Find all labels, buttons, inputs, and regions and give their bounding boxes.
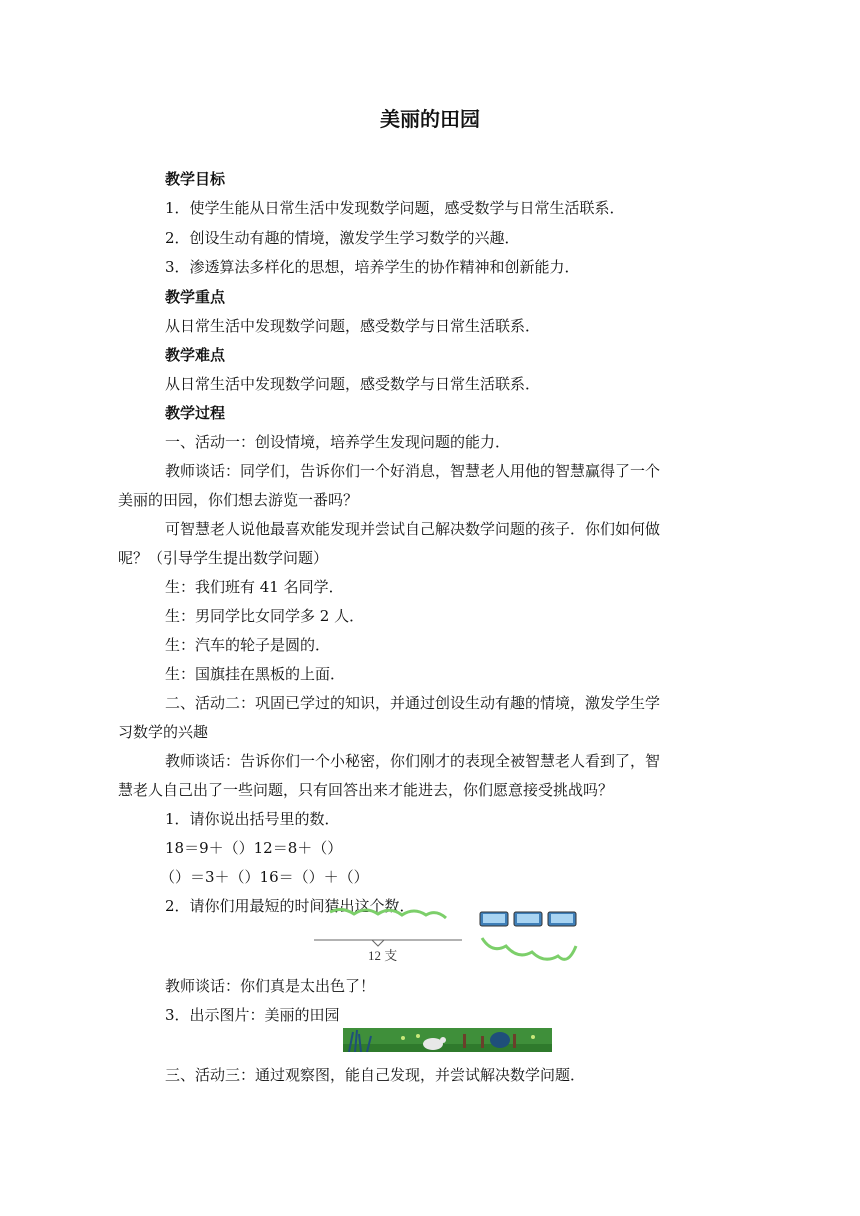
teacher-talk-1a: 教师谈话：同学们，告诉你们一个好消息，智慧老人用他的智慧赢得了一个 (165, 462, 661, 480)
fig1-count-label: 12 支 (368, 948, 398, 963)
teacher-talk-1b: 美丽的田园，你们想去游览一番吗？ (118, 491, 359, 509)
process-heading: 教学过程 (165, 404, 226, 422)
teacher-talk-4: 教师谈话：你们真是太出色了！ (165, 977, 376, 995)
difficulty-heading: 教学难点 (165, 346, 226, 364)
objective-2: 2．创设生动有趣的情境，激发学生学习数学的兴趣． (165, 229, 520, 247)
activity-2a: 二、活动二：巩固已学过的知识，并通过创设生动有趣的情境，激发学生学 (165, 694, 661, 712)
equation-line-2: （）＝3＋（）16＝（）＋（） (160, 868, 369, 886)
question-3: 3．出示图片：美丽的田园 (165, 1006, 340, 1024)
teacher-talk-3a: 教师谈话：告诉你们一个小秘密，你们刚才的表现全被智慧老人看到了，智 (165, 752, 661, 770)
bracket-tick (372, 940, 384, 946)
teacher-talk-2b: 呢？（引导学生提出数学问题） (118, 549, 329, 567)
activity-1: 一、活动一：创设情境，培养学生发现问题的能力． (165, 433, 511, 451)
difficulty-text: 从日常生活中发现数学问题，感受数学与日常生活联系． (165, 375, 541, 393)
student-answer-1: 生：我们班有 41 名同学． (165, 578, 344, 596)
equation-line-1: 18＝9＋（）12＝8＋（） (165, 839, 343, 857)
objective-3: 3．渗透算法多样化的思想，培养学生的协作精神和创新能力． (165, 258, 580, 276)
teacher-talk-3b: 慧老人自己出了一些问题，只有回答出来才能进去，你们愿意接受挑战吗？ (118, 781, 614, 799)
objective-1: 1．使学生能从日常生活中发现数学问题，感受数学与日常生活联系． (165, 199, 625, 217)
activity-3: 三、活动三：通过观察图，能自己发现，并尝试解决数学问题． (165, 1066, 586, 1084)
key-text: 从日常生活中发现数学问题，感受数学与日常生活联系． (165, 317, 541, 335)
guess-number-figure (312, 908, 582, 964)
activity-2b: 习数学的兴趣 (118, 723, 209, 741)
garden-picture (343, 1028, 552, 1052)
question-1: 1．请你说出括号里的数． (165, 810, 340, 828)
document-title: 美丽的田园 (380, 107, 480, 131)
student-answer-4: 生：国旗挂在黑板的上面． (165, 665, 346, 683)
cloud-outline-right (482, 938, 576, 959)
question-2: 2．请你们用最短的时间猜出这个数． (165, 897, 415, 915)
student-answer-3: 生：汽车的轮子是圆的． (165, 636, 331, 654)
cloud-outline-left (330, 909, 446, 918)
student-answer-2: 生：男同学比女同学多 2 人． (165, 607, 365, 625)
key-heading: 教学重点 (165, 288, 226, 306)
objectives-heading: 教学目标 (165, 170, 226, 188)
teacher-talk-2a: 可智慧老人说他最喜欢能发现并尝试自己解决数学问题的孩子．你们如何做 (165, 520, 661, 538)
pencil-box-icons (480, 912, 576, 926)
